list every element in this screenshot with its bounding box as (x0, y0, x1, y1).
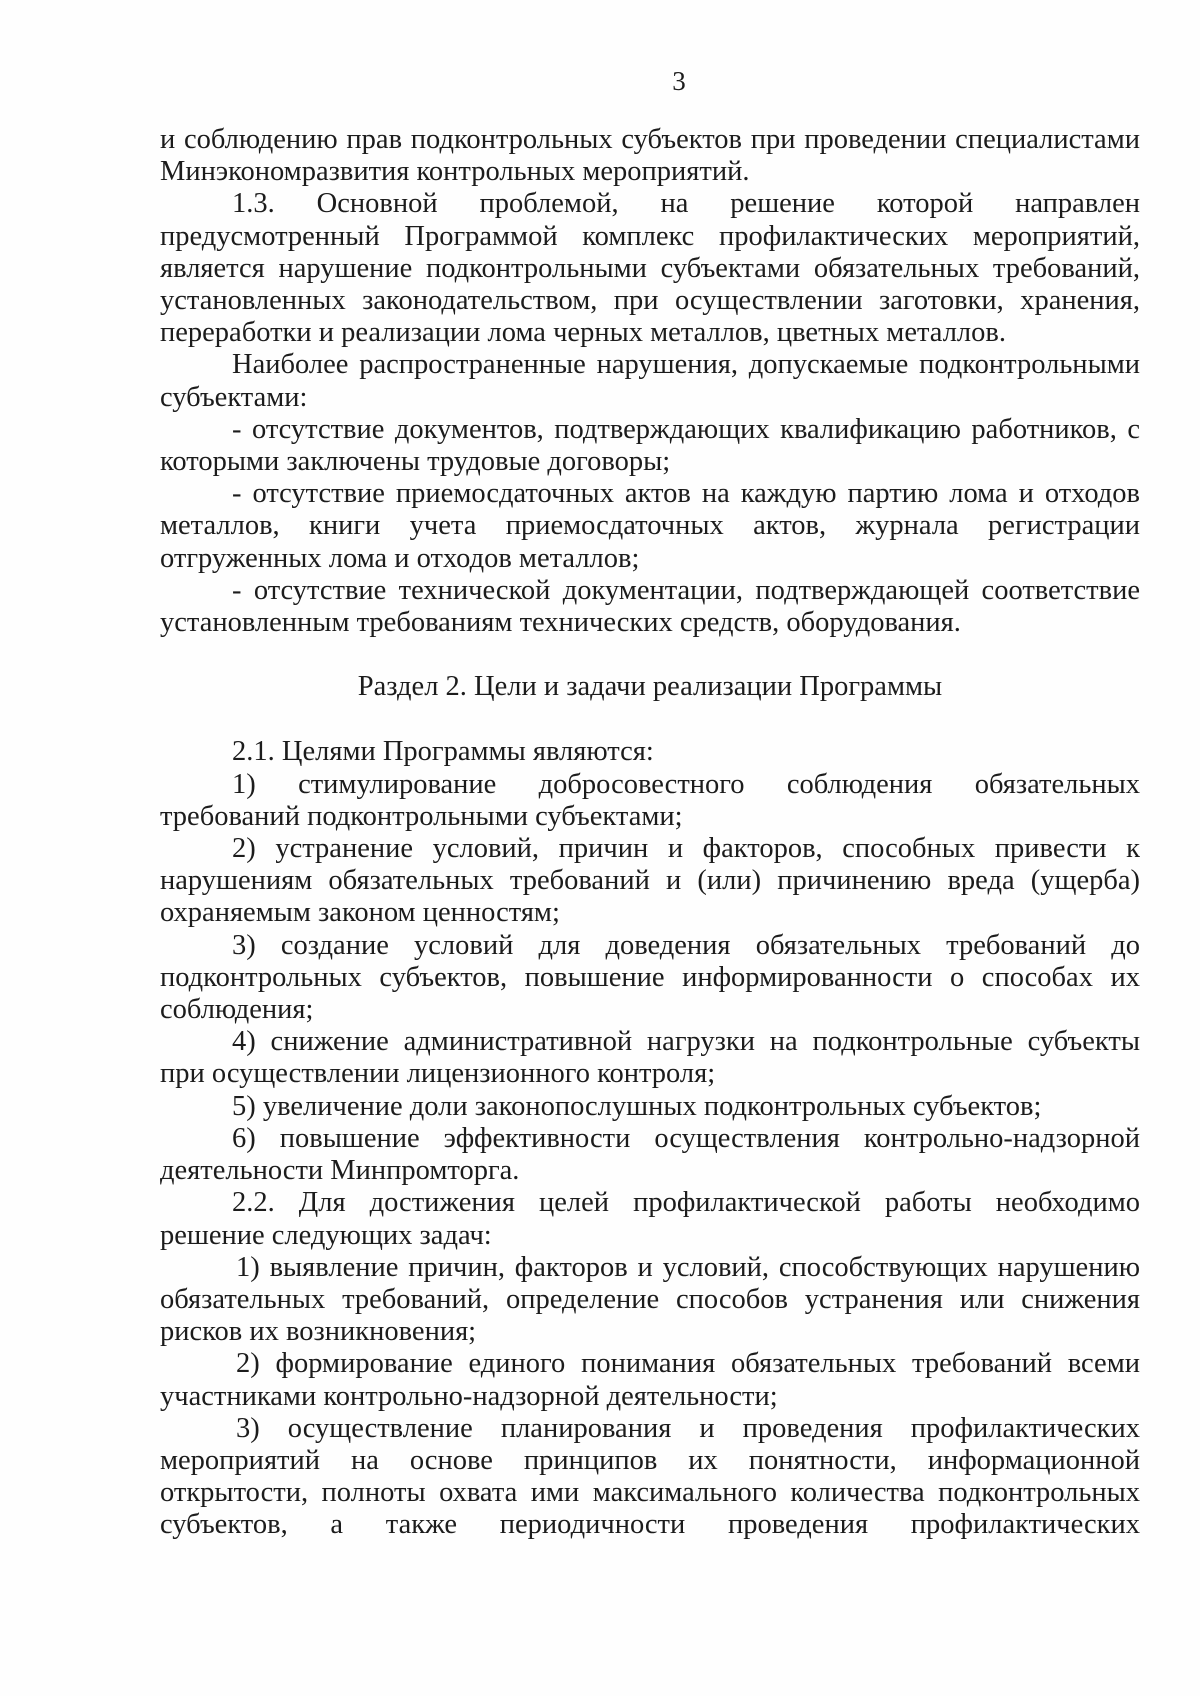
paragraph: 3) создание условий для доведения обязательных требований до подконтрольных субъектов, повышение информированности о способах их соблюдения; (160, 929, 1140, 1026)
paragraph: 4) снижение административной нагрузки на подконтрольные субъекты при осуществлении лицензионного контроля; (160, 1026, 1140, 1090)
paragraph: 1) выявление причин, факторов и условий, способствующих нарушению обязательных требований, определение способов устранения или снижения рисков их возникновения; (160, 1251, 1140, 1348)
document-body (160, 124, 1140, 1542)
paragraph: 1.3. Основной проблемой, на решение которой направлен предусмотренный Программой комплекс профилактических мероприятий, является нарушение подконтрольными субъектами обязательных требований, установленных законодательством, при осуществлении заготовки, хранения, переработки и реализации лома черных металлов, цветных металлов. (160, 188, 1140, 349)
paragraph: 2) формирование единого понимания обязательных требований всеми участниками контрольно-надзорной деятельности; (160, 1348, 1140, 1412)
page-number: 3 (672, 66, 686, 96)
paragraph: 6) повышение эффективности осуществления контрольно-надзорной деятельности Минпромторга. (160, 1122, 1140, 1187)
paragraph: - отсутствие документов, подтверждающих квалификацию работников, с которыми заключены трудовые договоры; (160, 413, 1140, 478)
paragraph: 1) стимулирование добросовестного соблюдения обязательных требований подконтрольными субъектами; (160, 768, 1140, 832)
paragraph: 3) осуществление планирования и проведения профилактических мероприятий на основе принципов их понятности, информационной открытости, полноты охвата ими максимального количества подконтрольных субъектов, а также периодичности проведения профилактических (160, 1412, 1140, 1541)
paragraph: - отсутствие технической документации, подтверждающей соответствие установленным требованиям технических средств, оборудования. (160, 574, 1140, 639)
paragraph: и соблюдению прав подконтрольных субъектов при проведении специалистами Минэкономразвития контрольных мероприятий. (160, 124, 1140, 188)
paragraph: 2) устранение условий, причин и факторов, способных привести к нарушениям обязательных требований и (или) причинению вреда (ущерба) охраняемым законом ценностям; (160, 833, 1140, 929)
paragraph: 2.2. Для достижения целей профилактической работы необходимо решение следующих задач: (160, 1187, 1140, 1251)
section-heading: Раздел 2. Цели и задачи реализации Программы (357, 671, 943, 703)
paragraph: 5) увеличение доли законопослушных подконтрольных субъектов; (232, 1090, 1042, 1122)
paragraph: - отсутствие приемосдаточных актов на каждую партию лома и отходов металлов, книги учета приемосдаточных актов, журнала регистрации отгруженных лома и отходов металлов; (160, 478, 1140, 574)
paragraph: 2.1. Целями Программы являются: (232, 736, 654, 768)
paragraph: Наиболее распространенные нарушения, допускаемые подконтрольными субъектами: (160, 349, 1140, 413)
